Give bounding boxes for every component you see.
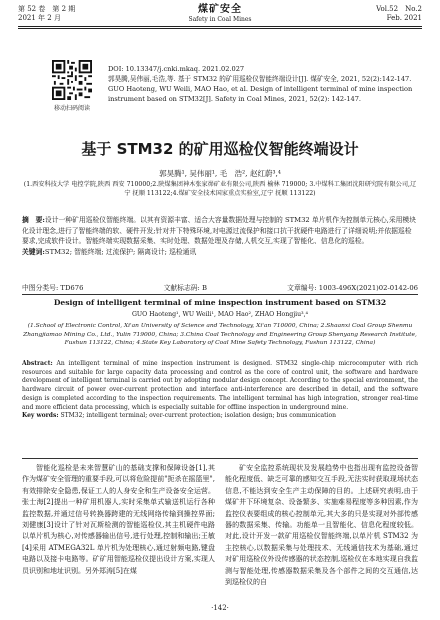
- abstract-cn-label: 摘 要:: [22, 216, 45, 224]
- header-rule-thin: [18, 28, 422, 29]
- journal-volume-right: [376, 5, 422, 23]
- abstract-en: [22, 360, 418, 421]
- keywords-cn-label: 关键词:: [22, 247, 45, 256]
- clc-number: 中图分类号: TD676: [22, 284, 84, 292]
- body-rule: [22, 458, 418, 459]
- section-rule: [22, 294, 418, 295]
- keywords-en-paragraph: [22, 412, 418, 421]
- body-paragraph: 矿安全监控系统现状及发展趋势中也指出现有监控设备智能化程度低、缺乏可靠的感知交互手段,无法实时获取现场状态信息,不能达到安全生产主动保障的目的。上述研究表明,由于煤矿井下环境复杂、设备繁多、实施难易程度等多种因素,作为监控仪表要组成的核心控制单元,其大多的只是实现对外部传感器的数据采集、传输。功能单一且智能化、信息化程度较低。对此,设计开发一款矿用巡检仪智能终端,以单片机 STM32 为主控核心,以数据采集与处理技术、无线通信技术为基础,通过对矿用巡检仪外设传感器的状态控制,巡检仪在本地实现自我监测与智能处理,传感器数据采集及各个部件之间的交互通信,达到巡检仪的自: [225, 464, 418, 587]
- affiliations: (1.西安科技大学 电控学院,陕西 西安 710000;2.陕煤集团神木张家峁矿业有限公司,陕西 榆林 719000; 3.中煤科工集团沈阳研究院有限公司,辽宁 抚顺 113122;4.煤矿安全技术国家重点实验室,辽宁 抚顺 113122): [23, 181, 417, 197]
- journal-name-en: Safety in Coal Mines: [188, 16, 252, 23]
- article-number: 文章编号: 1003-496X(2021)02-0142-06: [287, 284, 418, 292]
- author-list-en: GUO Haoteng¹, WU Weili¹, MAO Hao², ZHAO Hongjiu³,⁴: [131, 311, 309, 318]
- classification-row: [22, 282, 418, 292]
- keywords-cn-paragraph: [22, 247, 418, 258]
- body-column-left: [22, 463, 215, 577]
- abstract-cn-text: 设计一种矿用巡检仪智能终端。以其有资源丰富、适合大容量数据处理与控制的 STM32 单片机作为控制单元核心,采用模块化设计理念,进行了智能终端的软、硬件开发;针对井下特殊环境,对电源过流保护和接口抗干扰硬件电路进行了详细说明;并依据巡检要求,完成软件设计。智能终端实现数据采集、实时处理、数据处理及存储,人机交互,实现了智能化、信息化的巡检。: [22, 216, 417, 245]
- citation-en: GUO Haoteng, WU Weili, MAO Hao, et al. Design of intelligent terminal of mine inspection instrument based on STM32[J]. Safety in Coal Mines, 2021, 52(2): 142-147.: [108, 85, 413, 103]
- author-list: 郭昊腾¹, 吴伟丽¹, 毛 浩², 赵红蔚³,⁴: [159, 169, 281, 178]
- abstract-en-paragraph: [22, 360, 418, 412]
- header-rule: [18, 26, 422, 27]
- citation-block: [108, 64, 424, 104]
- abstract-en-label: Abstract:: [22, 360, 53, 367]
- keywords-en-label: Key words:: [22, 412, 59, 420]
- abstract-cn: [22, 215, 418, 257]
- qr-caption: 移动扫码阅读: [53, 105, 90, 112]
- keywords-cn-text: STM32; 智能终端; 过流保护; 隔离设计; 巡检通讯: [44, 247, 197, 256]
- doi[interactable]: DOI: 10.13347/j.cnki.mkaq. 2021.02.027: [108, 65, 245, 73]
- abstract-en-text: An intelligent terminal of mine inspection instrument is designed. STM32 single-chip microcomputer with rich resources and suitable for large capacity data processing and control as the core of control unit, the software and hardware development of intelligent terminal is carried out by adopting modular design concept. According to the special environment, the hardware circuit of power over-current protection and interface anti-interference are described in detail, and the software design is completed according to the inspection requirements. The intelligent terminal has high integration, stronger real-time and more efficient data processing, which is especially suitable for offline inspection in underground mine.: [22, 360, 418, 411]
- keywords-en-text: STM32; intelligent terminal; over-current protection; isolation design; bus communication: [60, 412, 336, 420]
- citation-cn: 郭昊腾,吴伟丽,毛浩,等. 基于 STM32 的矿用巡检仪智能终端设计[J]. 煤矿安全, 2021, 52(2):142-147.: [108, 75, 412, 83]
- page-number: ·142·: [211, 604, 229, 612]
- paper-title: 基于 STM32 的矿用巡检仪智能终端设计: [81, 140, 359, 158]
- body-column-right: [225, 463, 418, 588]
- date-en: Feb. 2021: [386, 14, 422, 22]
- abstract-cn-paragraph: [22, 215, 418, 247]
- qr-code-icon[interactable]: [52, 60, 92, 100]
- journal-masthead: [0, 4, 440, 24]
- body-paragraph: 智能化巡检是未来智慧矿山的基础支撑和保障设备[1],其作为煤矿安全管理的重要手段,可以将危险提前"扼杀在摇篮里",有效排除安全隐患,保证工人的人身安全和生产设备安全运营。张士海[2]提出一种矿用机器人,实时采集单式输送机运行各种监控数据,并通过信号转换器跨建的无线网络传输到操控界面;刘健康[3]设计了针对瓦斯检测的智能巡检仪,其主机硬件电路以单片机为核心,对传感器输出信号,进行处理,控制和输出;王敏[4]采用 ATMEGA32L 单片机为处理核心,通过射频电路,键盘电路以及接卡电路等。矿矿用智能巡检仪提出设计方案,实现人员识别和地址识别。另外郑涛[5]在煤: [22, 464, 215, 575]
- paper-title-en: Design of intelligent terminal of mine inspection instrument based on STM32: [53, 298, 387, 307]
- date-cn: 2021 年 2 月: [18, 14, 61, 22]
- document-code: 文献标志码: B: [163, 284, 207, 292]
- volume-issue-en: Vol.52 No.2: [376, 5, 422, 13]
- affiliations-en: (1.School of Electronic Control, Xi'an University of Science and Technology, Xi'an 710000, China; 2.Shaanxi Coal Group Shenmu Zhangjiamao Mining Co., Ltd., Yulin 719000, China; 3.China Coal Technology and Engineering Group Shenyang Research Institute, Fushun 113122, China; 4.State Key Laboratory of Coal Mine Safety Technology, Fushun 113122, China): [23, 323, 417, 347]
- journal-name-cn: 煤矿安全: [198, 4, 242, 15]
- volume-issue-cn: 第 52 卷 第 2 期: [18, 5, 76, 13]
